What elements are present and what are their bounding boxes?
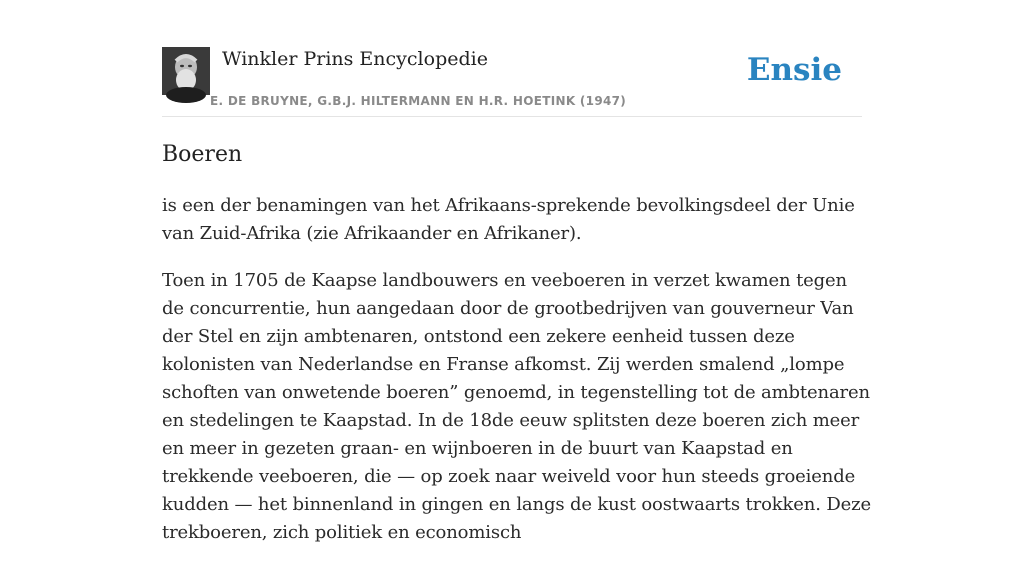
entry-body xyxy=(162,192,872,566)
paragraph-intro: is een der benamingen van het Afrikaans-sprekende bevolkingsdeel der Unie van Zuid-Afrika (zie Afrikaander en Afrikaner). xyxy=(162,195,855,244)
entry-title: Boeren xyxy=(162,142,243,167)
brand-logo[interactable]: Ensie xyxy=(746,52,842,88)
author-portrait-icon xyxy=(162,47,210,95)
header xyxy=(162,46,862,117)
avatar[interactable] xyxy=(162,47,210,95)
authors-line: E. DE BRUYNE, G.B.J. HILTERMANN EN H.R. HOETINK (1947) xyxy=(210,94,627,108)
paragraph-history: Toen in 1705 de Kaapse landbouwers en veeboeren in verzet kwamen tegen de concurrentie, hun aangedaan door de grootbedrijven van gouverneur Van der Stel en zijn ambtenaren, ontstond een zekere eenheid tussen deze kolonisten van Nederlandse en Franse afkomst. Zij werden smalend „lompe schoften van onwetende boeren” genoemd, in tegenstelling tot de ambtenaren en stedelingen te Kaapstad. In de 18de eeuw splitsten deze boeren zich meer en meer in gezeten graan- en wijnboeren in de buurt van Kaapstad en trekkende veeboeren, die — op zoek naar weiveld voor hun steeds groeiende kudden — het binnenland in gingen en langs de kust oostwaarts trokken. Deze trekboeren, zich politiek en economisch xyxy=(162,270,871,543)
book-title[interactable]: Winkler Prins Encyclopedie xyxy=(222,48,488,70)
